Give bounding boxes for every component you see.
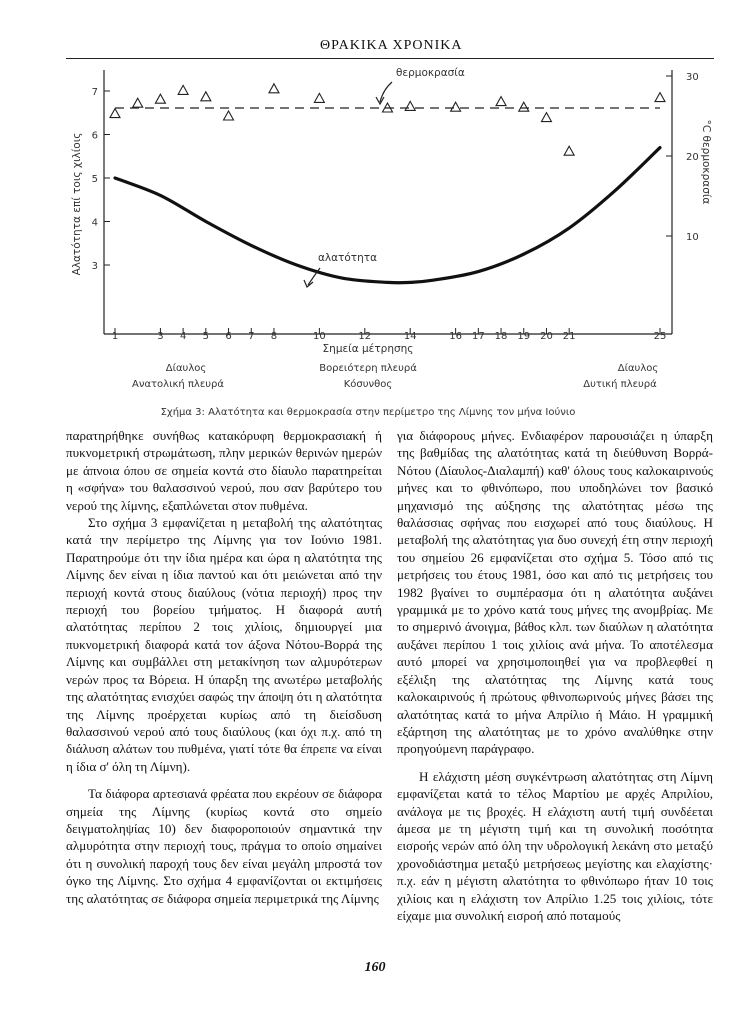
x-tick-label: 16: [449, 331, 462, 342]
x-tick-label: 10: [313, 331, 326, 342]
left-tick-label: 4: [91, 217, 98, 229]
x-tick-label: 18: [494, 331, 508, 342]
temperature-point: [655, 93, 665, 102]
body-paragraph: παρατηρήθηκε συνήθως κατακόρυφη θερμοκρασιακή ή πυκνομετρική στρωμάτωση, πλην μερικών θερινών ημερών με άπνοια όπου σε σημεία κοντά στο δίαυλο παρατηρείται η «σφήνα» του θαλασσινού νερού, που σαν βαρύτερο του νερού της λίμνης, εξαπλώνεται στον πυθμένα.: [66, 428, 382, 513]
annotation-salinity: αλατότητα: [318, 252, 378, 264]
temperature-point: [155, 94, 165, 103]
temperature-point: [224, 111, 234, 120]
x-axis-ticks: [112, 328, 667, 342]
body-paragraph: για διάφορους μήνες. Ενδιαφέρον παρουσιάζει η ύπαρξη της βαθμίδας της αλατότητας κατά τη διεύθυνση Βορρά-Νότου (Δίαυλος-Διαλαμπή) καθ' όλους τους καλοκαιρινούς μήνες και το φθινόπωρο, που υποδηλώνει τον βασικό μηχανισμό της αύξησης της αλατότητας μέσω της θαλάσσιας σφήνας που εισχωρεί από τους διαύλους. Η μεταβολή της αλατότητας για δυο συνεχή έτη στην περιοχή του σημείου 26 εμφανίζεται στο σχήμα 5. Τόσο από τις μετρήσεις του έτους 1981, όσο και από τις μετρήσεις του 1982 βγαίνει το συμπέρασμα ότι η αλατότητα αυξάνει γραμμικά με το χρόνο κατά τους μήνες της ανομβρίας. Με το σημερινό άνοιγμα, βάθος κλπ. των διαύλων η αλατότητα αυξάνει περίπου 1 τοις χιλίοις ανά μήνα. Το αποτέλεσμα αυτό μπορεί να χρησιμοποιηθεί για να προβλεφθεί η εξέλιξη της αλατότητας της Λίμνης κατά τους καλοκαιρινούς ή πρώτους φθινοπωρινούς μήνες βάσει της αλατότητας κατά το μήνα Απρίλιο ή Μάιο. Η γραμμική εξάρτηση της αλατότητας με το χρόνο αναλύθηκε στην προηγούμενη παράγραφο.: [397, 428, 713, 757]
left-axis-ticks: [92, 87, 110, 272]
left-tick-label: 7: [91, 87, 98, 98]
x-tick-label: 25: [653, 331, 667, 342]
temperature-point: [451, 102, 461, 111]
temperature-point: [541, 113, 551, 122]
body-paragraph: Η ελάχιστη μέση συγκέντρωση αλατότητας στη Λίμνη εμφανίζεται κατά το τέλος Μαρτίου με αρχές Απριλίου, ανάλογα με τις βροχές. Η ελάχιστη αυτή τιμή συνδέεται άμεσα με τη μέγιστη τιμή και τη συνολική ποσότητα εισροής νερών από όλη την υδρολογική λεκάνη στο μεταξύ χρονοδιάστημα μεταξύ μετρήσεως μεγίστης και ελαχίστης· π.χ. εάν η μέγιστη αλατότητα το φθινόπωρο ήταν 10 τοις χιλίοις και η ελάχιστη τον Απρίλιο 1.25 τοις χιλίοις, τότε είχαμε μια συνολική εισροή από ποταμούς: [397, 768, 713, 923]
x-tick-label: 21: [562, 331, 576, 342]
temperature-point: [314, 93, 324, 102]
temperature-point: [564, 146, 574, 155]
x-tick-label: 14: [403, 331, 417, 342]
series-layer: [110, 84, 665, 283]
x-tick-label: 20: [540, 331, 553, 342]
body-column-right: [397, 427, 713, 924]
body-paragraph: Στο σχήμα 3 εμφανίζεται η μεταβολή της αλατότητας κατά την περίμετρο της Λίμνης για τον Ιούνιο 1981. Παρατηρούμε ότι την ίδια ημέρα και ώρα η αλατότητα της Λίμνης δεν είναι η ίδια παντού και ότι μειώνεται από την περιοχή κοντά στους διαύλους (νότια περιοχή) προς την περιοχή του βορείου τμήματος. Η διαφορά αυτή αλατότητας περίπου 2 τοις χιλίοις, δημιουργεί μια πυκνομετρική διαφορά κατά τον άξονα Νότου-Βορρά της Λίμνης και συμβάλλει στη μετακίνηση των αλμυρότερων νερών προς τα Βόρεια. Η ύπαρξη της ανωτέρω μεταβολής της αλατότητας ενισχύει σαφώς την άποψη ότι η αλατότητα της Λίμνης προέρχεται κυρίως από τη διείσδυση θαλασσινού νερού από τους διαύλους (και όχι π.χ. από τη διάλυση αλάτων του πυθμένα, γιατί τότε θα έπρεπε να είναι η ίδια σ' όλη τη Λίμνη).: [66, 515, 382, 774]
region-label-right-2: Δυτική πλευρά: [583, 379, 657, 390]
x-tick-label: 17: [471, 331, 485, 342]
right-tick-label: 10: [686, 232, 699, 243]
right-tick-label: 30: [686, 72, 699, 83]
right-axis-ticks: [666, 72, 699, 243]
page-number: 160: [364, 960, 386, 975]
temperature-point: [496, 97, 506, 106]
left-axis-label: Αλατότητα επί τοις χιλίοις: [71, 132, 83, 276]
temperature-point: [269, 84, 279, 93]
x-tick-label: 6: [225, 331, 232, 342]
region-label-center-2: Κόσυνθος: [343, 379, 393, 390]
x-tick-label: 8: [270, 331, 278, 342]
x-tick-label: 3: [157, 331, 164, 342]
region-label-center-1: Βορειότερη πλευρά: [319, 363, 417, 374]
bottom-axis-label: Σημεία μέτρησης: [322, 343, 414, 355]
body-paragraph: Τα διάφορα αρτεσιανά φρέατα που εκρέουν σε διάφορα σημεία της Λίμνης (κυρίως κοντά στο σημείο δειγματοληψίας 10) δεν διαφοροποιούν σημαντικά την αλμυρότητα στην περιοχή τους, πράγμα το οποίο σημαίνει ότι η συνολική παροχή τους δεν είναι μεγάλη μπροστά τον όγκο της Λίμνης. Στο σχήμα 4 εμφανίζονται οι εκτιμήσεις της αλατότητας σε διάφορα σημεία περιμετρικά της Λίμνης: [66, 786, 382, 906]
left-tick-label: 6: [91, 130, 98, 142]
left-tick-label: 3: [91, 261, 98, 272]
temperature-point: [133, 98, 143, 107]
annotation-temperature: θερμοκρασία: [396, 67, 465, 79]
temperature-point: [110, 109, 120, 118]
temperature-point: [405, 101, 415, 110]
x-tick-label: 12: [358, 331, 372, 342]
temperature-point: [201, 92, 211, 101]
left-tick-label: 5: [91, 174, 98, 185]
x-tick-label: 1: [111, 331, 119, 342]
temperature-point: [178, 85, 188, 94]
right-tick-label: 20: [686, 152, 699, 163]
temperature-point: [519, 102, 529, 111]
x-tick-label: 19: [517, 331, 531, 342]
annotation-temperature-arrow: [380, 82, 392, 102]
right-axis-label: °C θερμοκρασία: [700, 119, 712, 205]
x-tick-label: 4: [179, 331, 187, 342]
body-column-left: [66, 427, 382, 907]
region-label-left-2: Ανατολική πλευρά: [132, 379, 224, 390]
x-tick-label: 7: [248, 331, 255, 342]
running-title: ΘΡΑΚΙΚΑ ΧΡΟΝΙΚΑ: [320, 38, 463, 53]
figure-caption: Σχήμα 3: Αλατότητα και θερμοκρασία στην περίμετρο της Λίμνης τον μήνα Ιούνιο: [160, 407, 576, 418]
region-label-left-1: Δίαυλος: [165, 363, 207, 374]
salinity-curve: [115, 148, 660, 283]
x-tick-label: 5: [202, 331, 210, 342]
figure-3-chart: [0, 0, 750, 425]
region-label-right-1: Δίαυλος: [617, 363, 659, 374]
